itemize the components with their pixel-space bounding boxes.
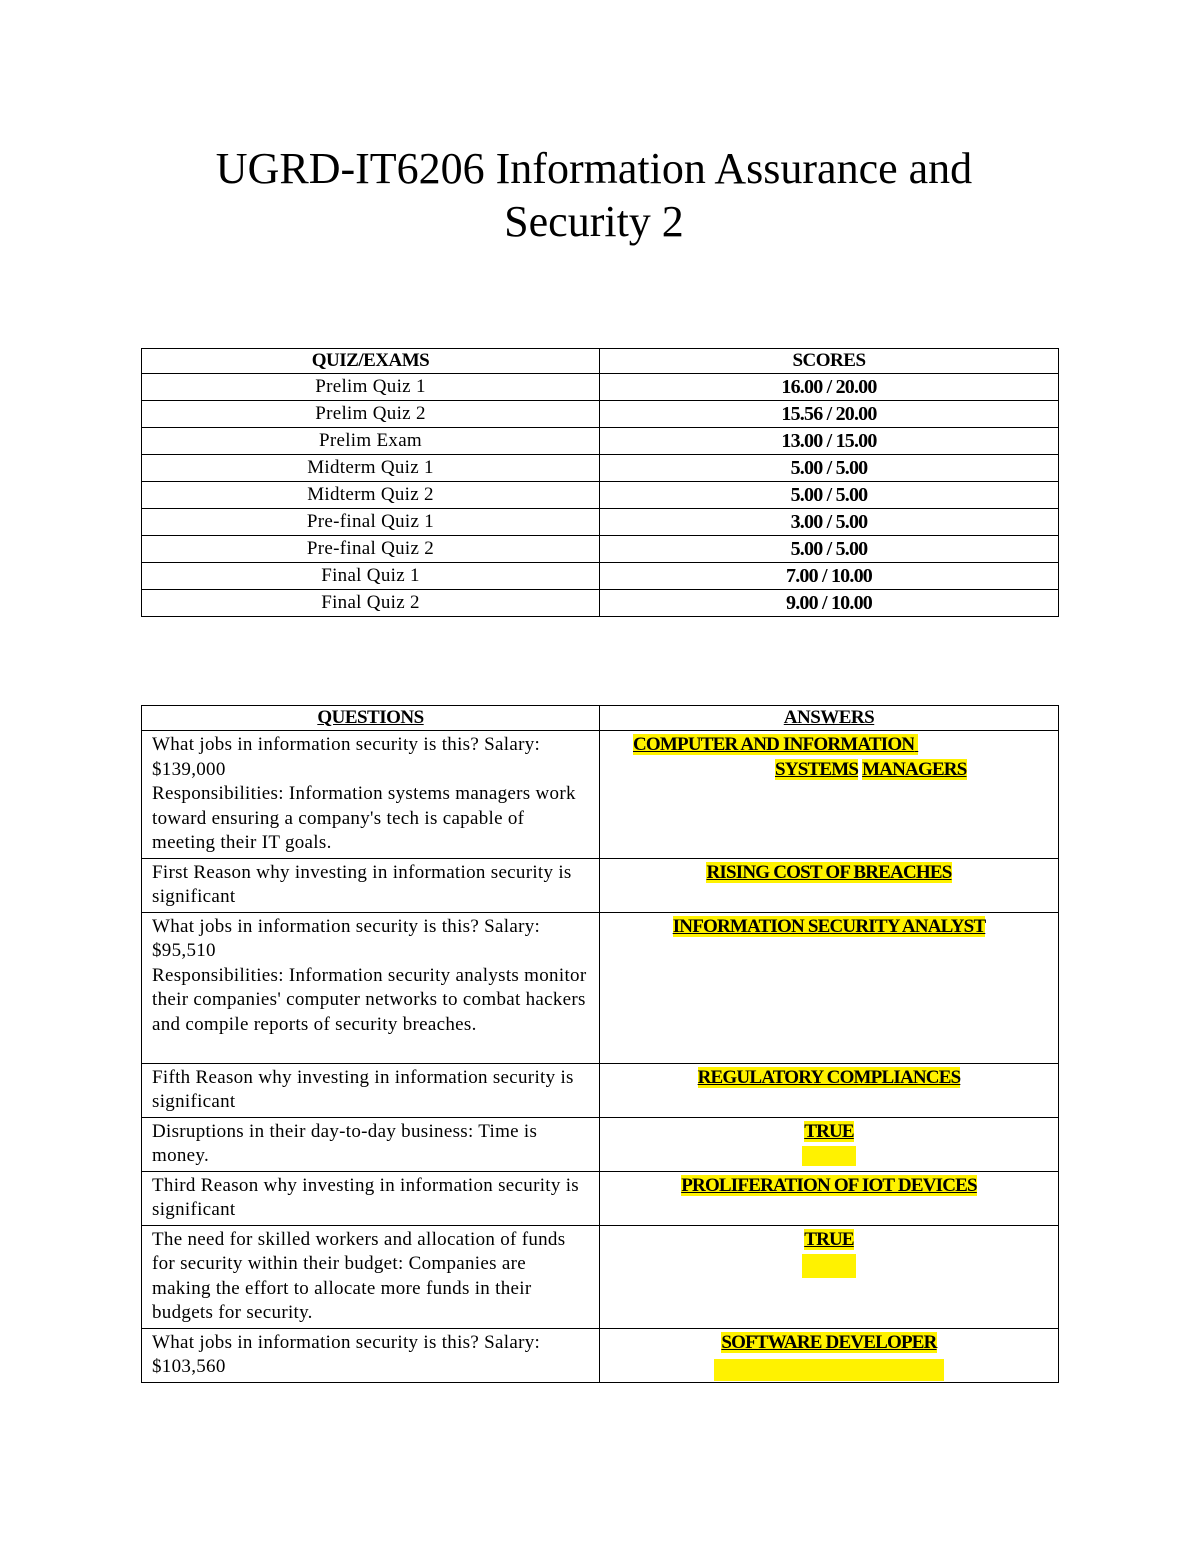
table-row [142,563,1059,590]
question-detail: Responsibilities: Information systems managers work toward ensuring a company's tech is capable of meeting their IT goals. [152,783,576,853]
table-header-row [142,706,1059,731]
answer-text-line-2b: MANAGERS [862,758,967,780]
quiz-name: Midterm Quiz 2 [142,482,600,509]
table-row [142,482,1059,509]
question-detail: Responsibilities: Information security analysts monitor their companies' computer networks to combat hackers and compile reports of security breaches. [152,964,587,1035]
answer-cell [600,731,1059,859]
quiz-name: Midterm Quiz 1 [142,455,600,482]
quiz-score: 9.00 / 10.00 [600,590,1059,617]
highlight-block [714,1359,944,1381]
quiz-name: Final Quiz 1 [142,563,600,590]
answer-cell [600,1063,1059,1117]
answer-cell [600,1117,1059,1171]
quiz-score: 3.00 / 5.00 [600,509,1059,536]
quiz-name: Pre-final Quiz 1 [142,509,600,536]
title-line-2: Security 2 [504,197,684,246]
quiz-name: Prelim Quiz 1 [142,374,600,401]
table-row [142,590,1059,617]
table-row [142,1171,1059,1225]
question-cell: Disruptions in their day-to-day business: Time is money. [142,1117,600,1171]
scores-table [141,348,1059,617]
table-header-row [142,349,1059,374]
column-header-answers: ANSWERS [600,706,1059,731]
answer-text: INFORMATION SECURITY ANALYST [672,915,986,937]
table-row [142,374,1059,401]
question-cell: Third Reason why investing in information security is significant [142,1171,600,1225]
quiz-score: 15.56 / 20.00 [600,401,1059,428]
answer-text: TRUE [804,1228,854,1250]
answer-cell [600,858,1059,912]
quiz-score: 13.00 / 15.00 [600,428,1059,455]
quiz-name: Final Quiz 2 [142,590,600,617]
table-row [142,858,1059,912]
answer-cell [600,912,1059,1063]
quiz-score: 16.00 / 20.00 [600,374,1059,401]
quiz-name: Prelim Quiz 2 [142,401,600,428]
answer-text: TRUE [804,1120,854,1142]
table-row [142,455,1059,482]
question-cell: Fifth Reason why investing in information security is significant [142,1063,600,1117]
quiz-name: Pre-final Quiz 2 [142,536,600,563]
question-text: What jobs in information security is this? Salary: $139,000 [152,734,541,780]
questions-answers-table [141,705,1059,1383]
table-row [142,731,1059,859]
answer-text: PROLIFERATION OF IOT DEVICES [681,1174,977,1196]
table-row [142,1328,1059,1382]
answer-text-line-1: COMPUTER AND INFORMATION [633,734,915,755]
question-cell: The need for skilled workers and allocation of funds for security within their budget: Companies are making the effort to allocate more funds in their budgets for security. [142,1225,600,1328]
question-cell: First Reason why investing in information security is significant [142,858,600,912]
table-row [142,1117,1059,1171]
quiz-score: 5.00 / 5.00 [600,536,1059,563]
quiz-name: Prelim Exam [142,428,600,455]
table-row [142,428,1059,455]
answer-cell [600,1225,1059,1328]
answer-text: RISING COST OF BREACHES [706,861,952,883]
column-header-scores: SCORES [600,349,1059,374]
quiz-score: 5.00 / 5.00 [600,482,1059,509]
title-line-1: UGRD-IT6206 Information Assurance and [215,144,973,193]
answer-cell [600,1171,1059,1225]
table-row [142,536,1059,563]
highlight-block [802,1254,856,1278]
answer-text-line-2a: SYSTEMS [775,758,859,780]
document-title [0,142,1188,248]
column-header-questions: QUESTIONS [142,706,600,731]
question-cell [142,731,600,859]
answer-text: SOFTWARE DEVELOPER [721,1331,937,1353]
table-row [142,401,1059,428]
highlight-block [802,1146,856,1166]
table-row [142,912,1059,1063]
answer-cell [600,1328,1059,1382]
column-header-quiz-exams: QUIZ/EXAMS [142,349,600,374]
table-row [142,1225,1059,1328]
quiz-score: 5.00 / 5.00 [600,455,1059,482]
table-row [142,1063,1059,1117]
question-text: What jobs in information security is this? Salary: $95,510 [152,915,541,961]
table-row [142,509,1059,536]
quiz-score: 7.00 / 10.00 [600,563,1059,590]
question-cell [142,912,600,1063]
question-cell: What jobs in information security is this? Salary: $103,560 [142,1328,600,1382]
answer-text: REGULATORY COMPLIANCES [697,1066,961,1088]
